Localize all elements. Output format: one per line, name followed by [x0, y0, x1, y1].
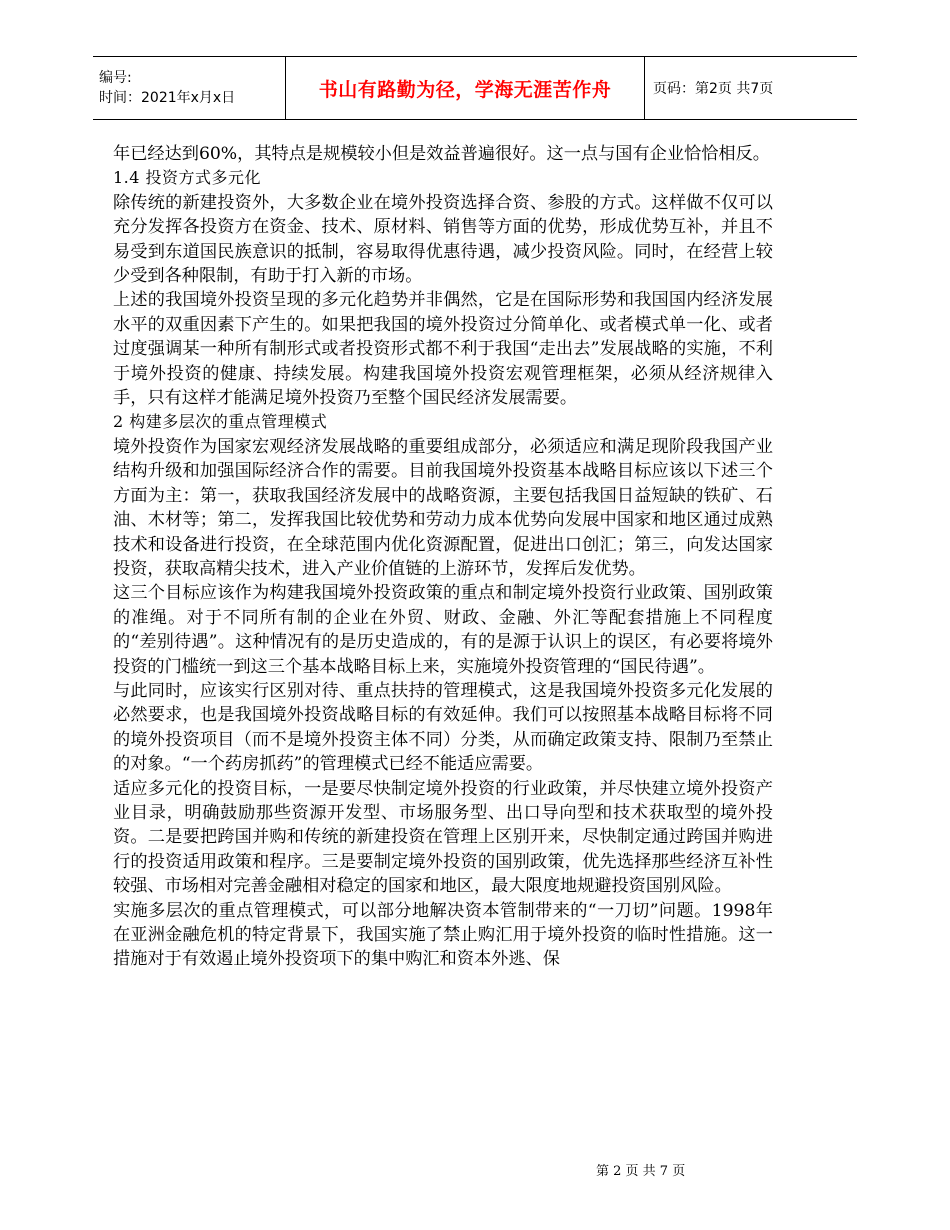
paragraph: 与此同时，应该实行区别对待、重点扶持的管理模式，这是我国境外投资多元化发展的必然要求，也是我国境外投资战略目标的有效延伸。我们可以按照基本战略目标将不同的境外投资项目（而不是境外投资主体不同）分类，从而确定政策支持、限制乃至禁止的对象。“一个药房抓药”的管理模式已经不能适应需要。	[113, 680, 773, 775]
paragraph: 适应多元化的投资目标，一是要尽快制定境外投资的行业政策，并尽快建立境外投资产业目录，明确鼓励那些资源开发型、市场服务型、出口导向型和技术获取型的境外投资。二是要把跨国并购和传统的新建投资在管理上区别开来，尽快制定通过跨国并购进行的投资适用政策和程序。三是要制定境外投资的国别政策，优先选择那些经济互补性较强、市场相对完善金融相对稳定的国家和地区，最大限度地规避投资国别风险。	[113, 778, 773, 897]
page-header	[93, 56, 857, 120]
page-footer: 第 2 页 共 7 页	[596, 1164, 686, 1179]
paragraph: 这三个目标应该作为构建我国境外投资政策的重点和制定境外投资行业政策、国别政策的准绳。对于不同所有制的企业在外贸、财政、金融、外汇等配套措施上不同程度的“差别待遇”。这种情况有的是历史造成的，有的是源于认识上的误区，有必要将境外投资的门槛统一到这三个基本战略目标上来，实施境外投资管理的“国民待遇”。	[113, 583, 773, 677]
paragraph: 上述的我国境外投资呈现的多元化趋势并非偶然，它是在国际形势和我国国内经济发展水平的双重因素下产生的。如果把我国的境外投资过分简单化、或者模式单一化、或者过度强调某一种所有制形式或者投资形式都不利于我国“走出去”发展战略的实施，不利于境外投资的健康、持续发展。构建我国境外投资宏观管理框架，必须从经济规律入手，只有这样才能满足境外投资乃至整个国民经济发展需要。	[113, 290, 773, 409]
paragraph: 除传统的新建投资外，大多数企业在境外投资选择合资、参股的方式。这样做不仅可以充分发挥各投资方在资金、技术、原材料、销售等方面的优势，形成优势互补，并且不易受到东道国民族意识的抵制，容易取得优惠待遇，减少投资风险。同时，在经营上较少受到各种限制，有助于打入新的市场。	[113, 192, 773, 287]
header-page-cell	[645, 57, 857, 119]
paragraph: 实施多层次的重点管理模式，可以部分地解决资本管制带来的“一刀切”问题。1998年在亚洲金融危机的特定背景下，我国实施了禁止购汇用于境外投资的临时性措施。这一措施对于有效遏止境外投资项下的集中购汇和资本外逃、保	[113, 900, 773, 970]
section-heading: 2 构建多层次的重点管理模式	[113, 412, 328, 432]
page-number-label: 页码：第2页 共7页	[653, 81, 774, 97]
body-text	[113, 142, 773, 972]
header-left-cell	[93, 57, 285, 119]
number-label: 编号:	[99, 70, 132, 86]
time-label: 时间：2021年x月x日	[99, 90, 236, 106]
header-motto-cell	[285, 57, 645, 119]
motto-text: 书山有路勤为径，学海无涯苦作舟	[318, 78, 612, 101]
section-heading: 1.4 投资方式多元化	[113, 168, 262, 188]
paragraph: 境外投资作为国家宏观经济发展战略的重要组成部分，必须适应和满足现阶段我国产业结构升级和加强国际经济合作的需要。目前我国境外投资基本战略目标应该以下述三个方面为主：第一，获取我国经济发展中的战略资源，主要包括我国日益短缺的铁矿、石油、木材等；第二，发挥我国比较优势和劳动力成本优势向发展中国家和地区通过成熟技术和设备进行投资，在全球范围内优化资源配置，促进出口创汇；第三，向发达国家投资，获取高精尖技术，进入产业价值链的上游环节，发挥后发优势。	[113, 436, 773, 579]
paragraph: 年已经达到60%，其特点是规模较小但是效益普遍很好。这一点与国有企业恰恰相反。	[113, 144, 770, 164]
